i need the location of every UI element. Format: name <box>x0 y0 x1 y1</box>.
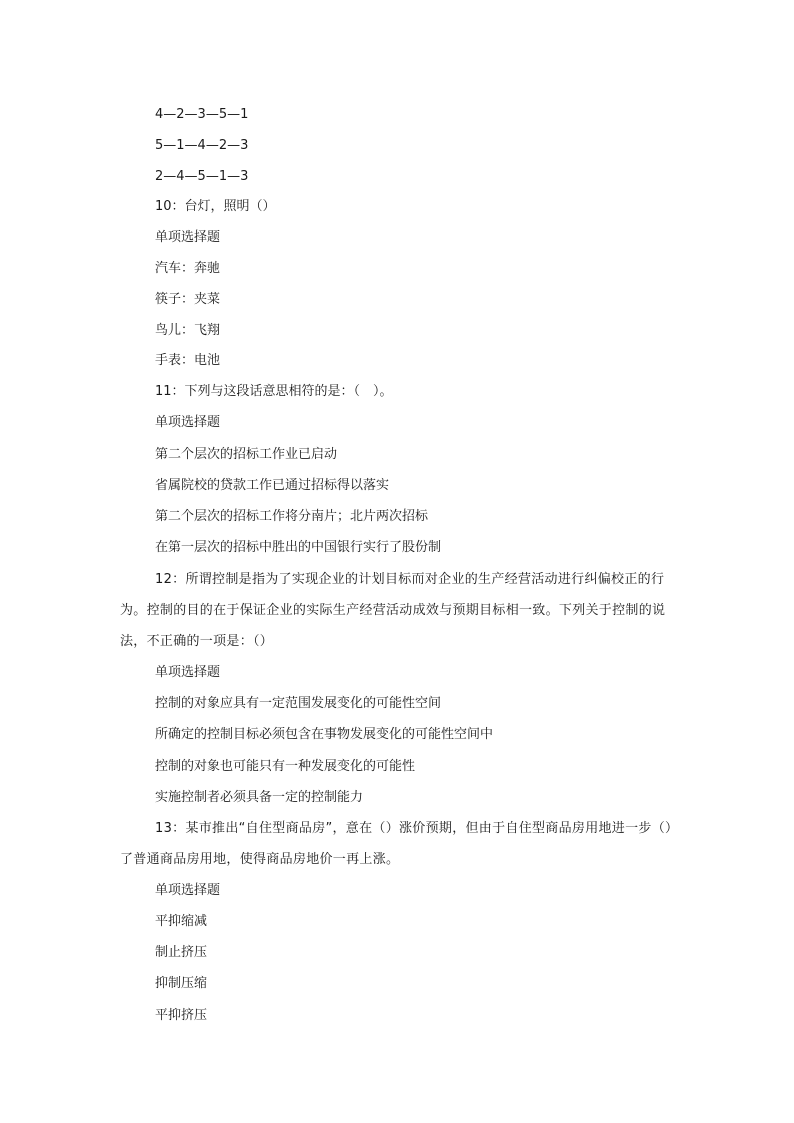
question-11-option-d: 在第一层次的招标中胜出的中国银行实行了股份制 <box>155 540 442 555</box>
question-11-type: 单项选择题 <box>155 415 221 430</box>
question-13-type: 单项选择题 <box>155 883 221 898</box>
question-11-option-b: 省属院校的贷款工作已通过招标得以落实 <box>155 478 390 493</box>
question-12-option-b: 所确定的控制目标必须包含在事物发展变化的可能性空间中 <box>155 727 494 742</box>
question-13-option-c: 抑制压缩 <box>155 976 208 991</box>
question-10-stem: 10：台灯，照明（） <box>155 199 276 214</box>
sequence-option-c: 2—4—5—1—3 <box>155 169 249 184</box>
question-12-option-c: 控制的对象也可能只有一种发展变化的可能性 <box>155 759 416 774</box>
question-13-stem: 13：某市推出“自住型商品房”，意在（）涨价预期，但由于自住型商品房用地进一步（）了普通商品房用地，使得商品房地价一再上涨。 <box>120 821 679 867</box>
question-10-option-b: 筷子：夹菜 <box>155 292 221 307</box>
question-11-stem: 11：下列与这段话意思相符的是：（ ）。 <box>155 384 393 399</box>
question-10-option-d: 手表：电池 <box>155 353 221 368</box>
question-12-type: 单项选择题 <box>155 665 221 680</box>
question-12-option-a: 控制的对象应具有一定范围发展变化的可能性空间 <box>155 696 442 711</box>
question-10-type: 单项选择题 <box>155 230 221 245</box>
sequence-option-a: 4—2—3—5—1 <box>155 107 249 122</box>
question-13-option-d: 平抑挤压 <box>155 1008 208 1023</box>
question-11-option-c: 第二个层次的招标工作将分南片；北片两次招标 <box>155 509 429 524</box>
question-13-option-b: 制止挤压 <box>155 945 208 960</box>
question-10-option-a: 汽车：奔驰 <box>155 261 221 276</box>
question-10-option-c: 鸟儿：飞翔 <box>155 323 221 338</box>
question-13-option-a: 平抑缩减 <box>155 914 208 929</box>
sequence-option-b: 5—1—4—2—3 <box>155 138 249 153</box>
question-12-stem: 12：所谓控制是指为了实现企业的计划目标而对企业的生产经营活动进行纠偏校正的行为。控制的目的在于保证企业的实际生产经营活动成效与预期目标相一致。下列关于控制的说法，不正确的一项是：（） <box>120 572 666 649</box>
question-11-option-a: 第二个层次的招标工作业已启动 <box>155 447 338 462</box>
question-12-option-d: 实施控制者必须具备一定的控制能力 <box>155 790 364 805</box>
